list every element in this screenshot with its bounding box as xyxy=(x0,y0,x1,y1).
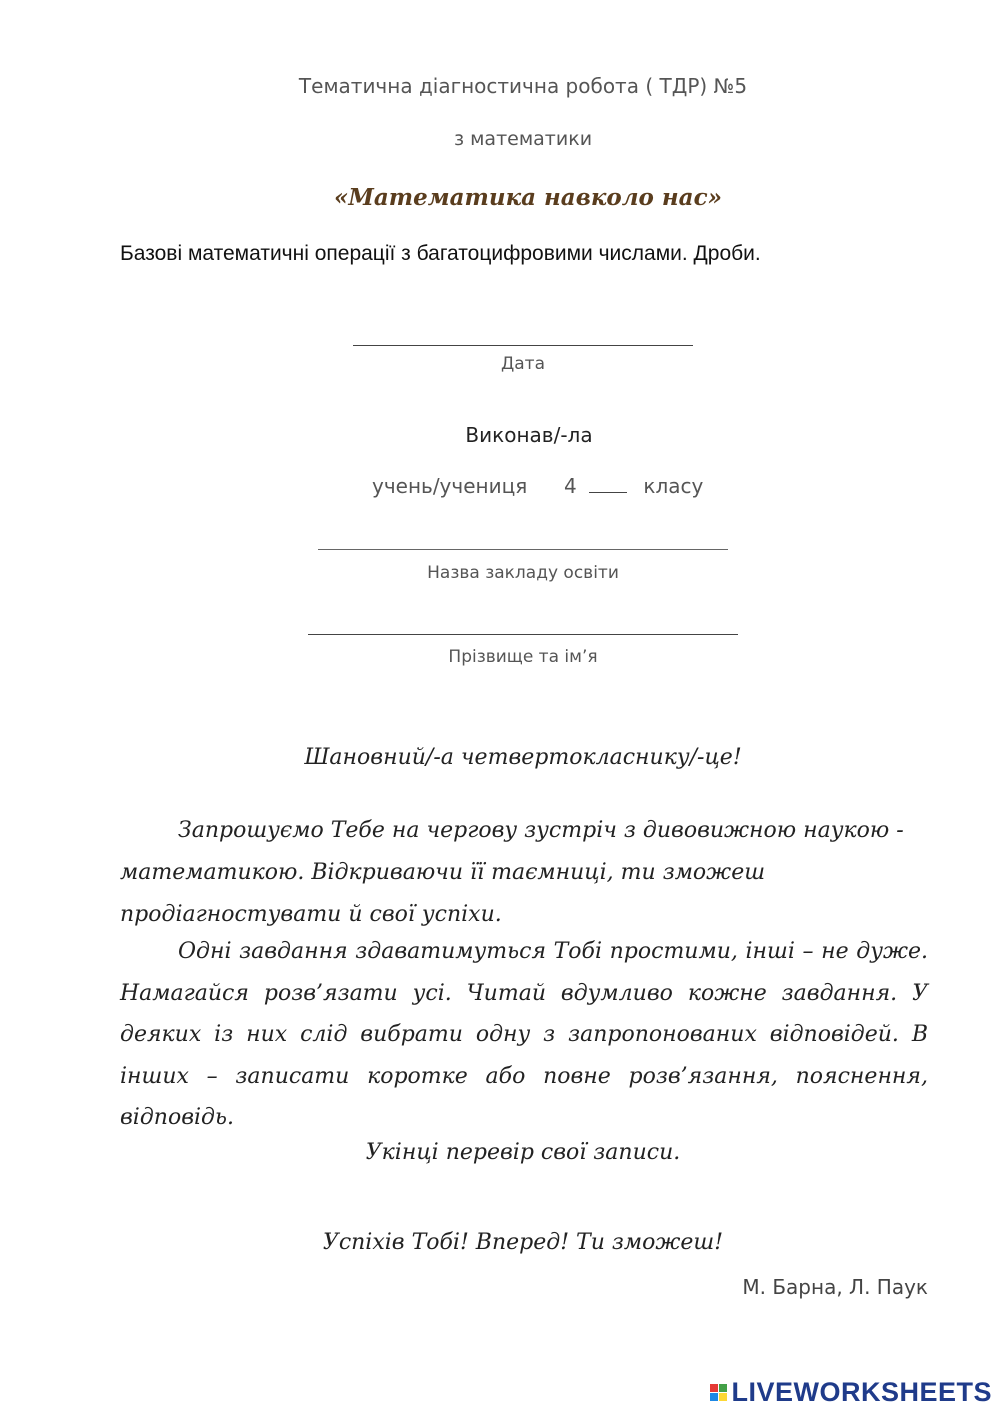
student-prefix: учень/учениця xyxy=(372,474,528,498)
letter-paragraph-1 xyxy=(120,810,928,936)
logo-square-red xyxy=(710,1384,718,1392)
name-blank-line[interactable] xyxy=(308,634,738,635)
letter-check-note: Укінці перевір свої записи. xyxy=(365,1140,681,1165)
brand-name: LIVEWORKSHEETS xyxy=(731,1377,992,1407)
document-title: Тематична діагностична робота ( ТДР) №5 xyxy=(298,74,748,98)
liveworksheets-logo-icon xyxy=(710,1384,727,1401)
grade-suffix: класу xyxy=(643,474,704,498)
document-topic: «Математика навколо нас» xyxy=(334,184,722,211)
document-description: Базові математичні операції з багатоцифровими числами. Дроби. xyxy=(120,242,761,265)
brand-watermark[interactable] xyxy=(710,1377,992,1408)
date-label: Дата xyxy=(500,354,546,374)
logo-square-yellow xyxy=(719,1393,727,1401)
done-by-label: Виконав/-ла xyxy=(465,423,593,447)
paragraph-2-text: Одні завдання здаватимуться Тобі простими, інші – не дуже. Намагайся розв’язати усі. Читай вдумливо кожне завдання. У деяких із них слід вибрати одну з запропонованих відповідей. В інших – записати коротке або повне розв’язання, пояснення, відповідь. xyxy=(120,939,928,1130)
school-label: Назва закладу освіти xyxy=(427,563,619,583)
date-blank-line[interactable] xyxy=(353,345,693,346)
student-grade-row xyxy=(372,474,703,498)
paragraph-1-text: Запрошуємо Тебе на чергову зустріч з дивовижною наукою - математикою. Відкриваючи її таємниці, ти зможеш продіагностувати й свої успіхи. xyxy=(120,818,904,927)
logo-square-green xyxy=(719,1384,727,1392)
letter-good-luck: Успіхів Тобі! Вперед! Ти зможеш! xyxy=(322,1230,724,1255)
grade-number: 4 xyxy=(563,474,577,498)
letter-paragraph-2 xyxy=(120,931,928,1139)
school-blank-line[interactable] xyxy=(318,549,728,550)
name-label: Прізвище та ім’я xyxy=(448,647,598,667)
grade-blank-line[interactable] xyxy=(589,491,627,493)
letter-authors: М. Барна, Л. Паук xyxy=(742,1275,928,1299)
logo-square-blue xyxy=(710,1393,718,1401)
document-subject: з математики xyxy=(453,128,593,150)
letter-greeting: Шановний/-а четвертокласнику/-це! xyxy=(304,745,742,770)
